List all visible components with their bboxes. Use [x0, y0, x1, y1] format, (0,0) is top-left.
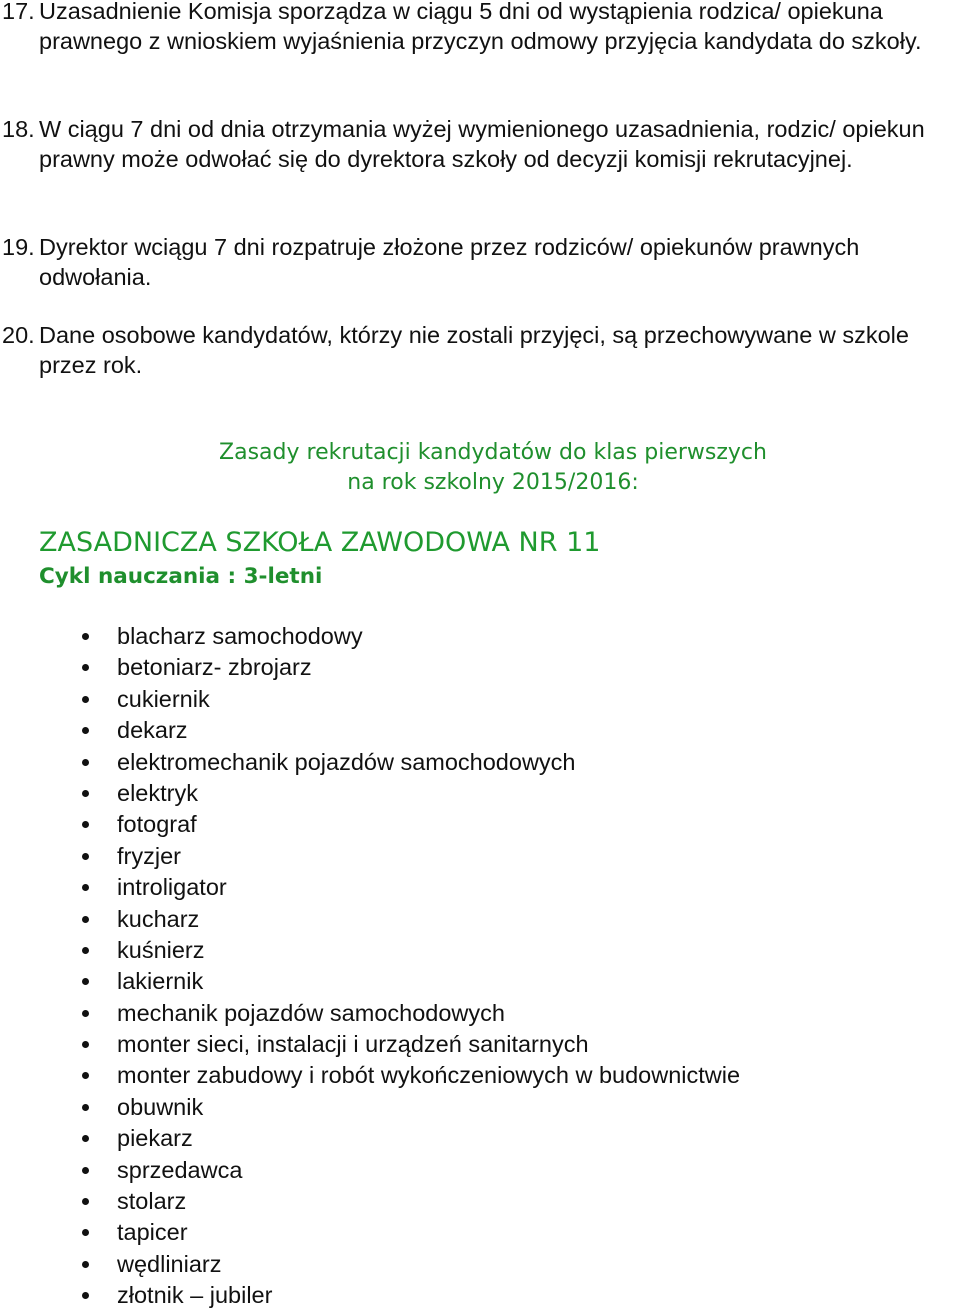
- bullet-icon: [82, 1229, 89, 1236]
- bullet-icon: [82, 696, 89, 703]
- list-item-label: wędliniarz: [117, 1250, 222, 1277]
- bullet-icon: [82, 664, 89, 671]
- bullet-icon: [82, 1072, 89, 1079]
- professions-list: [0, 621, 740, 1312]
- list-item-label: introligator: [117, 874, 227, 901]
- bullet-icon: [82, 853, 89, 860]
- list-item-label: mechanik pojazdów samochodowych: [117, 999, 505, 1026]
- list-item: [0, 1249, 740, 1280]
- list-item-label: kucharz: [117, 905, 200, 932]
- bullet-icon: [82, 633, 89, 640]
- bullet-icon: [82, 1010, 89, 1017]
- list-item: [0, 1092, 740, 1123]
- item-number: 19.: [2, 234, 35, 260]
- list-item-label: lakiernik: [117, 968, 204, 995]
- list-item-label: elektromechanik pojazdów samochodowych: [117, 748, 576, 775]
- list-item-label: monter sieci, instalacji i urządzeń sanitarnych: [117, 1031, 589, 1058]
- recruitment-heading-line-2: na rok szkolny 2015/2016:: [347, 470, 639, 495]
- list-item: [0, 778, 740, 809]
- list-item: [0, 1029, 740, 1060]
- list-item: [0, 621, 740, 652]
- list-item: [0, 841, 740, 872]
- list-item: [0, 1155, 740, 1186]
- list-item-label: złotnik – jubiler: [117, 1282, 273, 1309]
- item-number: 18.: [2, 116, 35, 142]
- list-item: [0, 1123, 740, 1154]
- education-cycle: Cykl nauczania : 3-letni: [39, 564, 323, 589]
- list-item: [0, 652, 740, 683]
- bullet-icon: [82, 916, 89, 923]
- list-item-label: fotograf: [117, 811, 197, 838]
- item-text: Dyrektor wciągu 7 dni rozpatruje złożone przez rodziców/ opiekunów prawnych odwołania.: [39, 234, 860, 290]
- list-item-label: fryzjer: [117, 842, 181, 869]
- bullet-icon: [82, 947, 89, 954]
- school-name: ZASADNICZA SZKOŁA ZAWODOWA NR 11: [39, 527, 601, 558]
- list-item: [0, 1186, 740, 1217]
- list-item-label: dekarz: [117, 717, 188, 744]
- item-number: 20.: [2, 322, 35, 348]
- bullet-icon: [82, 727, 89, 734]
- list-item: [0, 809, 740, 840]
- list-item: [0, 715, 740, 746]
- list-item-label: monter zabudowy i robót wykończeniowych w budownictwie: [117, 1062, 741, 1089]
- bullet-icon: [82, 759, 89, 766]
- list-item-label: sprzedawca: [117, 1156, 243, 1183]
- list-item: [0, 747, 740, 778]
- bullet-icon: [82, 1198, 89, 1205]
- list-item-label: tapicer: [117, 1219, 188, 1246]
- bullet-icon: [82, 1167, 89, 1174]
- item-text: W ciągu 7 dni od dnia otrzymania wyżej wymienionego uzasadnienia, rodzic/ opiekun prawny może odwołać się do dyrektora szkoły od decyzji komisji rekrutacyjnej.: [39, 116, 925, 172]
- item-number: 17.: [2, 0, 35, 24]
- bullet-icon: [82, 1261, 89, 1268]
- bullet-icon: [82, 1041, 89, 1048]
- list-item-label: cukiernik: [117, 685, 210, 712]
- bullet-icon: [82, 978, 89, 985]
- list-item: [0, 1280, 740, 1311]
- list-item-label: elektryk: [117, 779, 198, 806]
- list-item-label: kuśnierz: [117, 936, 205, 963]
- item-text: Uzasadnienie Komisja sporządza w ciągu 5 dni od wystąpienia rodzica/ opiekuna prawnego z wnioskiem wyjaśnienia przyczyn odmowy przyjęcia kandydata do szkoły.: [39, 0, 922, 54]
- list-item-label: piekarz: [117, 1125, 193, 1152]
- list-item-label: betoniarz- zbrojarz: [117, 654, 312, 681]
- bullet-icon: [82, 1292, 89, 1299]
- list-item: [0, 966, 740, 997]
- bullet-icon: [82, 884, 89, 891]
- list-item: [0, 998, 740, 1029]
- recruitment-heading-line-1: Zasady rekrutacji kandydatów do klas pierwszych: [219, 440, 767, 465]
- bullet-icon: [82, 821, 89, 828]
- item-text: Dane osobowe kandydatów, którzy nie zostali przyjęci, są przechowywane w szkole przez rok.: [39, 322, 909, 378]
- list-item-label: blacharz samochodowy: [117, 623, 363, 649]
- list-item: [0, 872, 740, 903]
- bullet-icon: [82, 790, 89, 797]
- bullet-icon: [82, 1104, 89, 1111]
- list-item-label: stolarz: [117, 1188, 187, 1215]
- bullet-icon: [82, 1135, 89, 1142]
- list-item: [0, 904, 740, 935]
- list-item: [0, 684, 740, 715]
- list-item: [0, 1060, 740, 1091]
- list-item-label: obuwnik: [117, 1093, 204, 1120]
- list-item: [0, 935, 740, 966]
- list-item: [0, 1217, 740, 1248]
